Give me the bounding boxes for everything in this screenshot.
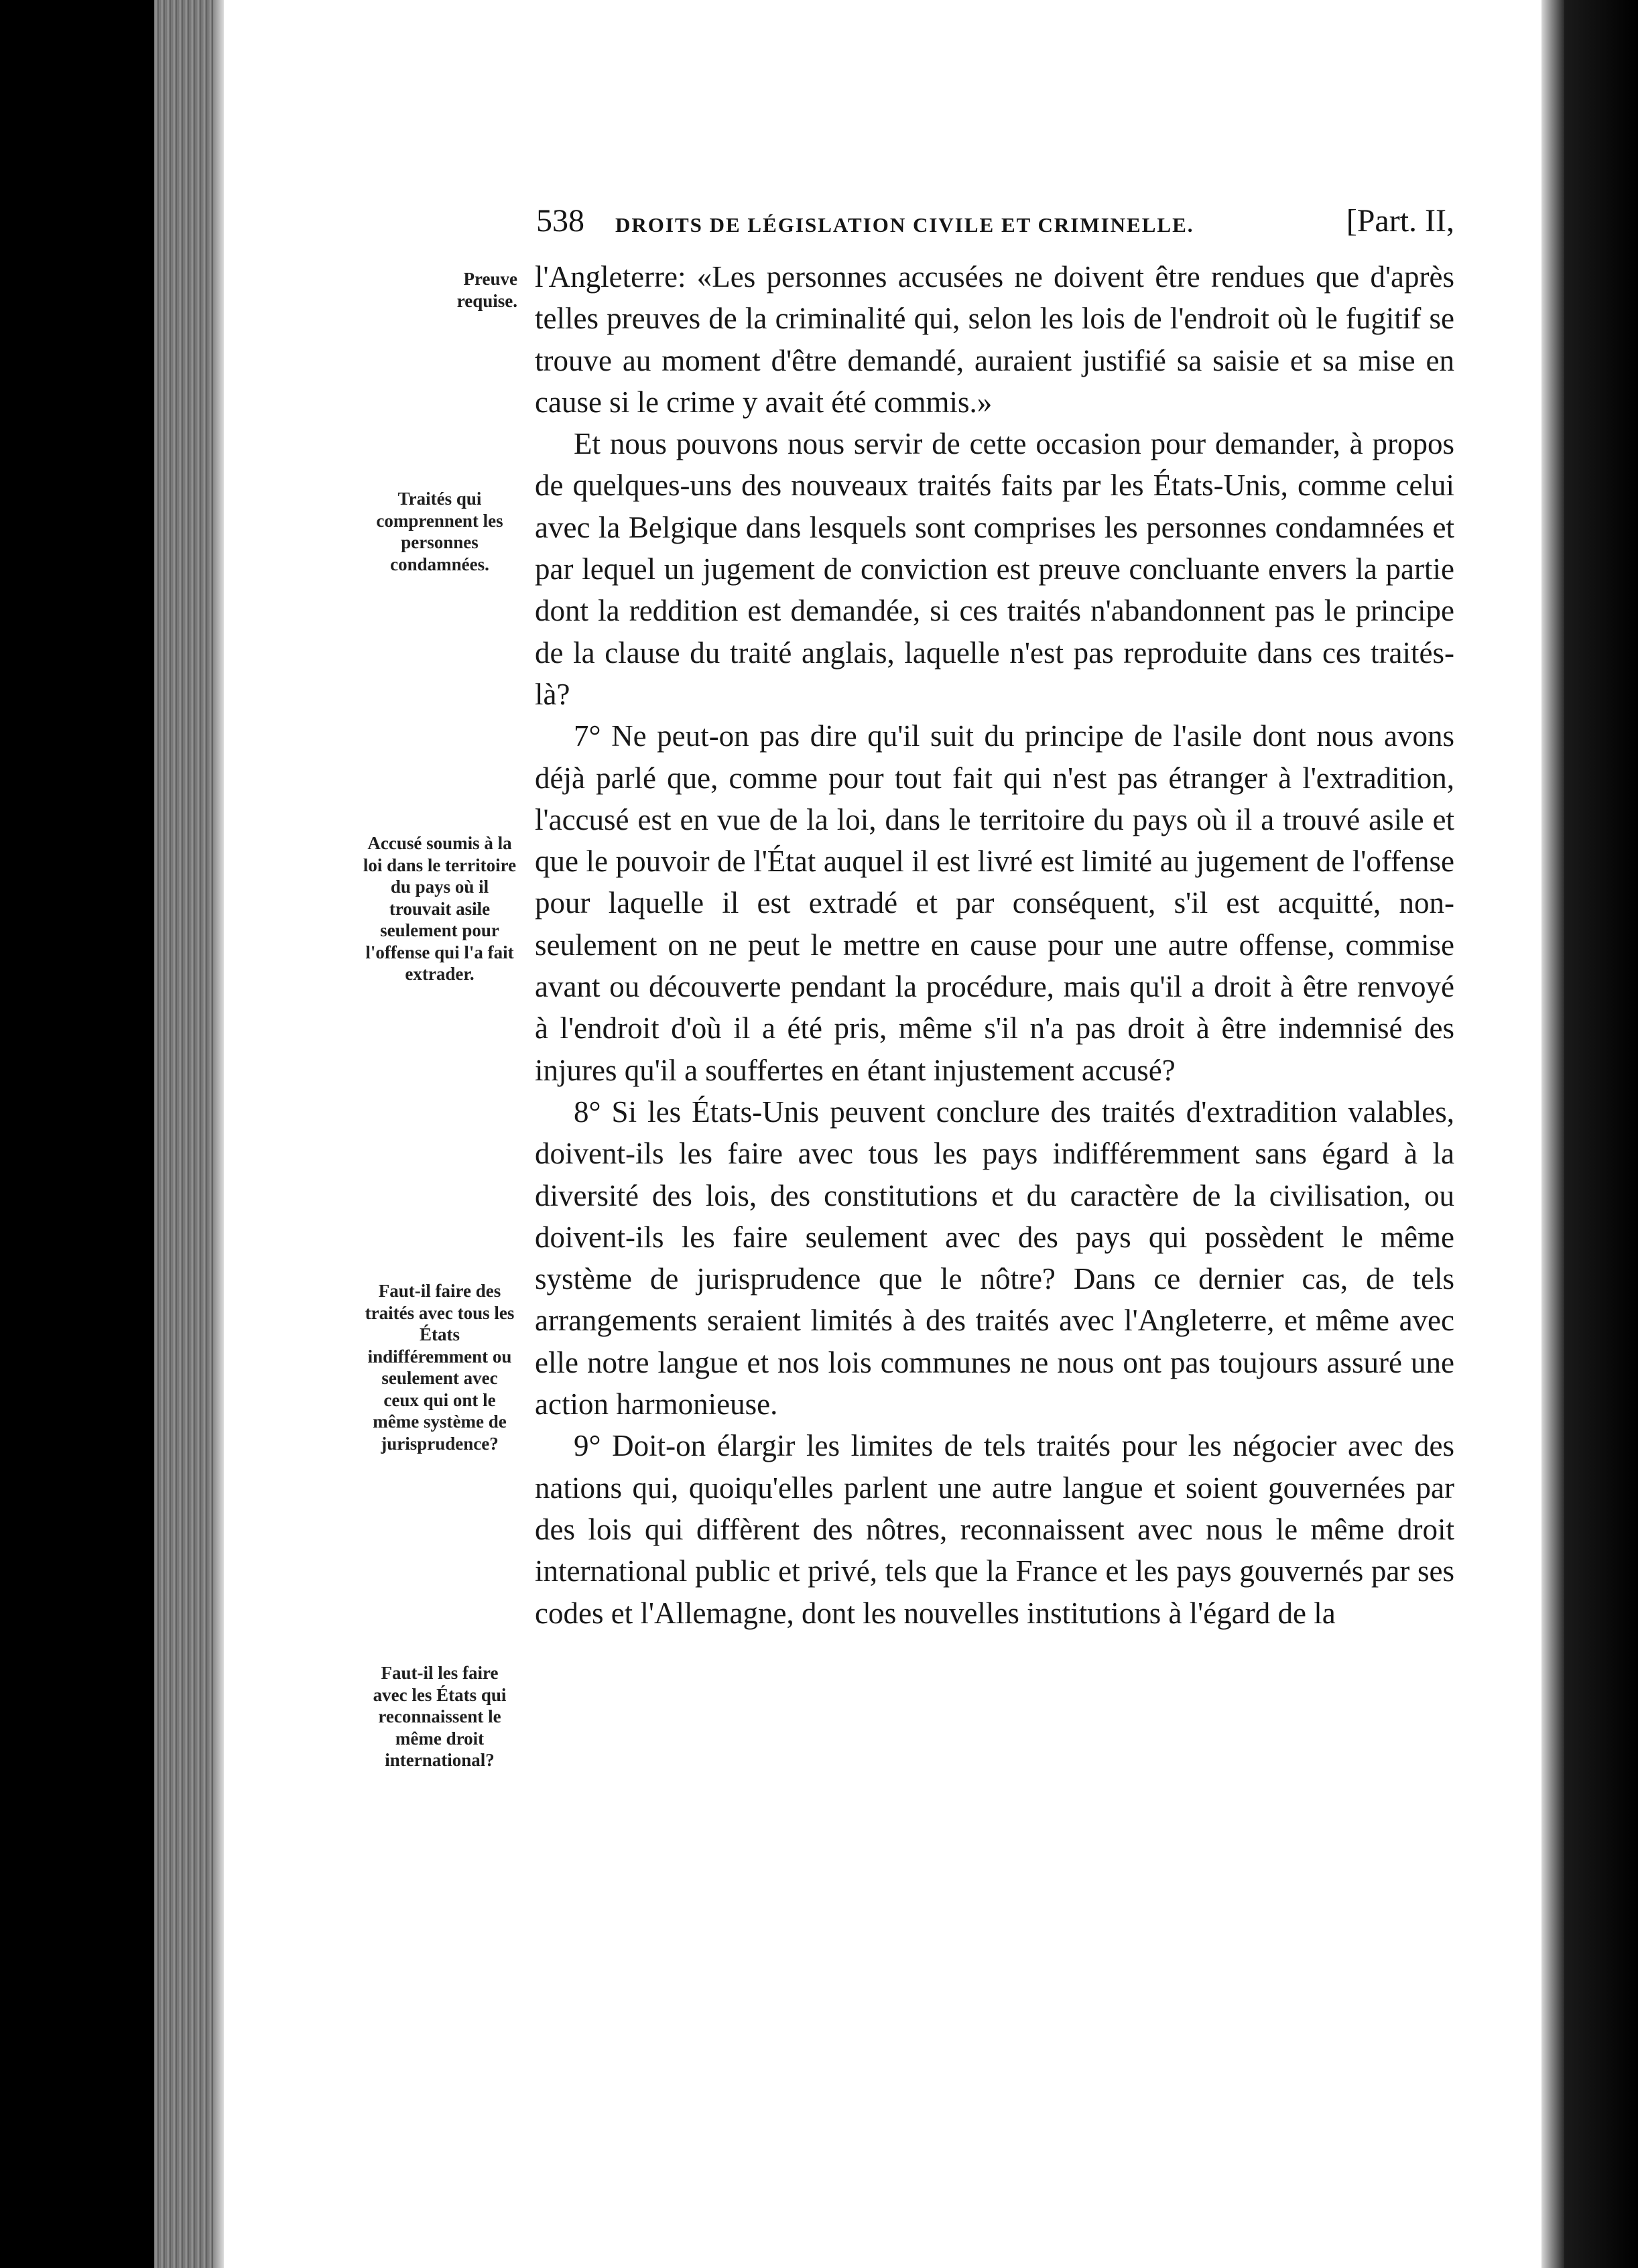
running-header [536, 201, 1454, 241]
paragraph: 9° Doit-on élargir les limites de tels traités pour les négocier avec des nations qui, quoiqu'elles parlent une autre langue et soient gouvernées par des lois qui diffèrent des nôtres, reconnaissent avec nous le même droit international public et privé, tels que la France et les pays gouvernés par ses codes et l'Allemagne, dont les nouvelles institutions à l'égard de la [535, 1429, 1454, 1630]
book-cover-right [1564, 0, 1638, 2268]
margin-note: Accusé soumis à la loi dans le territoire du pays où il trouvait asile seulement pour l'offense qui l'a fait extrader. [363, 833, 517, 984]
margin-note: Preuve requise. [456, 269, 517, 311]
paragraph: Et nous pouvons nous servir de cette occasion pour demander, à propos de quelques-uns des nouveaux traités faits par les États-Unis, comme celui avec la Belgique dans lesquels sont comprises les personnes condamnées et par lequel un jugement de conviction est preuve concluante envers la partie dont la reddition est demandée, si ces traités n'abandonnent pas le principe de la clause du traité anglais, laquelle n'est pas reproduite dans ces traités-là? [535, 427, 1454, 711]
part-label: [Part. II, [1346, 203, 1454, 239]
paragraph: 7° Ne peut-on pas dire qu'il suit du principe de l'asile dont nous avons déjà parlé que, comme pour tout fait qui n'est pas étranger à l'extradition, l'accusé est en vue de la loi, dans le territoire du pays où il a trouvé asile et que le pouvoir de l'État auquel il est livré est limité au jugement de l'offense pour laquelle il est extradé et par conséquent, s'il est acquitté, non-seulement on ne peut le mettre en cause pour une autre offense, commise avant ou découverte pendant la procédure, mais qu'il a droit à être renvoyé à l'endroit d'où il a été pris, même s'il n'a pas droit à être indemnisé des injures qu'il a souffertes en étant injustement accusé? [535, 719, 1454, 1087]
margin-note: Faut-il faire des traités avec tous les États indifféremment ou seulement avec ceux qui ont le même système de jurisprudence? [365, 1281, 515, 1454]
paragraph: 8° Si les États-Unis peuvent conclure des traités d'extradition valables, doivent-ils les faire avec tous les pays indifféremment sans égard à la diversité des lois, des constitutions et du caractère de la civilisation, ou doivent-ils les faire seulement avec des pays qui possèdent le même système de jurisprudence que le nôtre? Dans ce dernier cas, de tels arrangements seraient limités à des traités avec l'Angleterre, et même avec elle notre langue et nos lois communes ne nous ont pas toujours assuré une action harmonieuse. [535, 1094, 1454, 1422]
page-gutter-shadow [213, 0, 224, 2268]
running-title: DROITS DE LÉGISLATION CIVILE ET CRIMINELLE. [615, 213, 1194, 237]
page-number: 538 [536, 203, 584, 239]
body-text [535, 256, 1454, 1634]
margin-note: Traités qui comprennent les personnes condamnées. [376, 489, 503, 574]
book-page-edges-left [154, 0, 214, 2268]
page-edge-right [1541, 0, 1564, 2268]
margin-note: Faut-il les faire avec les États qui reconnaissent le même droit international? [373, 1663, 507, 1770]
paragraph: l'Angleterre: «Les personnes accusées ne doivent être rendues que d'après telles preuves de la criminalité qui, selon les lois de l'endroit où le fugitif se trouve au moment d'être demandé, auraient justifié sa saisie et sa mise en cause si le crime y avait été commis.» [535, 260, 1454, 419]
